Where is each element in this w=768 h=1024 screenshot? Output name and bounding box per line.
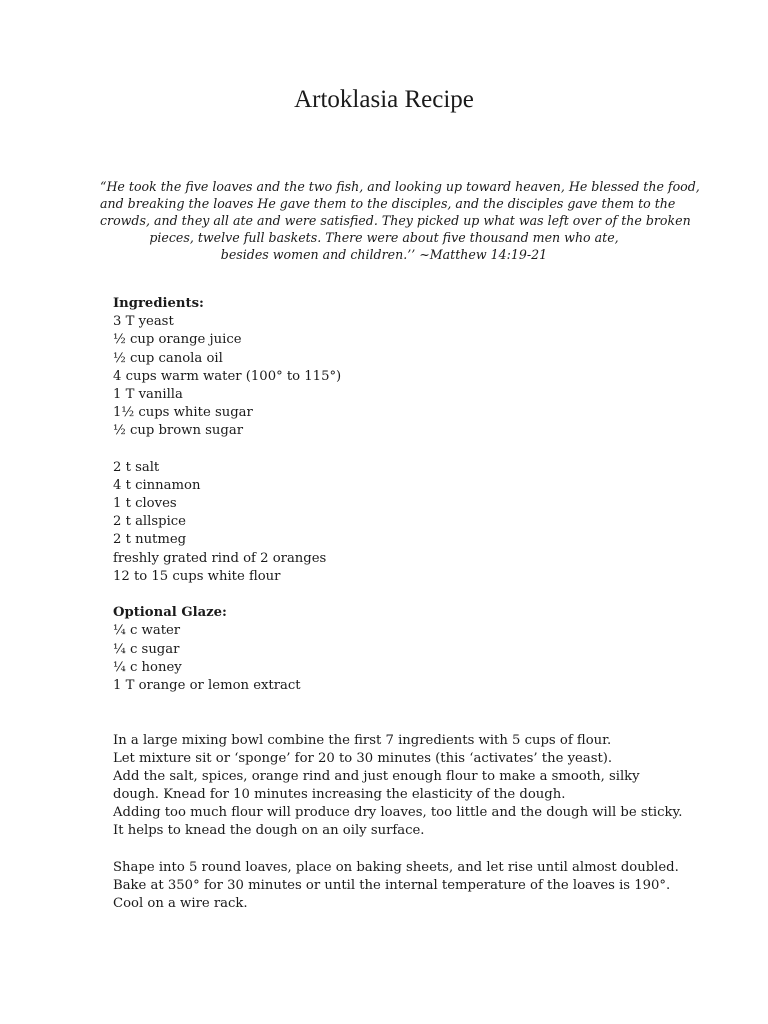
instruction-line: Let mixture sit or ‘sponge’ for 20 to 30 minutes (this ‘activates’ the yeast). xyxy=(113,750,613,766)
instruction-line: Bake at 350° for 30 minutes or until the internal temperature of the loaves is 190°. xyxy=(113,878,671,894)
ingredient-item: ½ cup orange juice xyxy=(113,332,242,348)
ingredients-list-2 xyxy=(113,459,713,586)
glaze-list xyxy=(113,622,713,695)
ingredient-item: ½ cup canola oil xyxy=(113,350,223,366)
quote-line: “He took the five loaves and the two fish, and looking up toward heaven, He blessed the food, xyxy=(100,179,700,194)
ingredient-item: 4 t cinnamon xyxy=(113,477,201,493)
ingredient-item: 1½ cups white sugar xyxy=(113,405,253,421)
instruction-line: It helps to knead the dough on an oily surface. xyxy=(113,823,425,839)
ingredients-heading: Ingredients: xyxy=(113,296,204,311)
ingredient-item: ½ cup brown sugar xyxy=(113,423,244,439)
ingredient-item: 4 cups warm water (100° to 115°) xyxy=(113,368,342,384)
ingredient-item: 1 T vanilla xyxy=(113,386,183,402)
ingredient-item: 1 t cloves xyxy=(113,496,177,512)
instruction-line: In a large mixing bowl combine the first 7 ingredients with 5 cups of flour. xyxy=(113,732,612,748)
quote-line: pieces, twelve full baskets. There were about five thousand men who ate, xyxy=(149,230,619,245)
quote-line: besides women and children.’’ ~Matthew 14:19-21 xyxy=(220,247,548,262)
instructions-paragraph-2 xyxy=(113,859,713,914)
instruction-line: dough. Knead for 10 minutes increasing the elasticity of the dough. xyxy=(113,787,566,803)
instruction-line: Shape into 5 round loaves, place on baking sheets, and let rise until almost doubled. xyxy=(113,859,679,875)
glaze-heading: Optional Glaze: xyxy=(113,605,227,621)
glaze-item: ¼ c sugar xyxy=(113,641,180,657)
instruction-line: Adding too much flour will produce dry loaves, too little and the dough will be sticky. xyxy=(113,805,683,821)
ingredient-item: 2 t nutmeg xyxy=(113,532,187,548)
ingredient-item: 3 T yeast xyxy=(113,314,174,330)
recipe-body xyxy=(113,295,713,913)
ingredient-item: 2 t allspice xyxy=(113,514,186,530)
quote-line: and breaking the loaves He gave them to the disciples, and the disciples gave them to the xyxy=(100,196,676,211)
page-title: Artoklasia Recipe xyxy=(294,86,474,113)
glaze-item: ¼ c honey xyxy=(113,659,182,675)
instructions-paragraph-1 xyxy=(113,732,713,841)
glaze-item: ¼ c water xyxy=(113,623,181,639)
instruction-line: Add the salt, spices, orange rind and just enough flour to make a smooth, silky xyxy=(113,768,640,784)
quote-line: crowds, and they all ate and were satisfied. They picked up what was left over of the broken xyxy=(100,213,691,228)
ingredient-item: 12 to 15 cups white flour xyxy=(113,568,281,584)
instruction-line: Cool on a wire rack. xyxy=(113,896,248,912)
scripture-quote xyxy=(100,178,700,263)
ingredients-list-1 xyxy=(113,313,713,440)
ingredient-item: 2 t salt xyxy=(113,459,160,475)
glaze-item: 1 T orange or lemon extract xyxy=(113,677,301,693)
ingredient-item: freshly grated rind of 2 oranges xyxy=(113,550,327,566)
